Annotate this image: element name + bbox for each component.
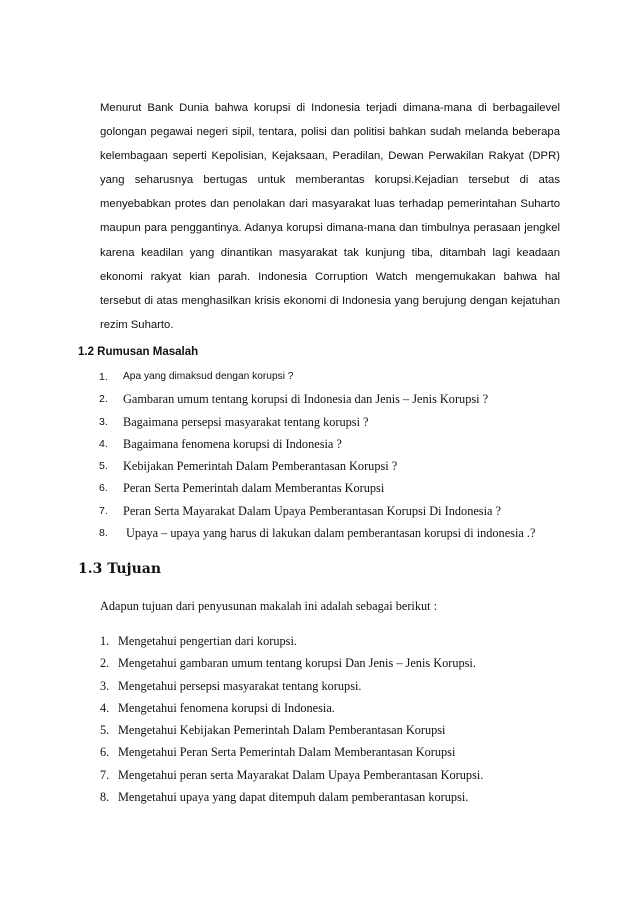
list-number: 8. [100,790,110,805]
list-number: 4. [100,700,110,715]
list-text: Mengetahui fenomena korupsi di Indonesia. [118,700,335,715]
list-number: 2. [99,393,108,406]
list-number: 6. [99,482,108,495]
intro-paragraph: Menurut Bank Dunia bahwa korupsi di Indonesia terjadi dimana-mana di berbagailevel golongan pegawai negeri sipil, tentara, polisi dan politisi bahkan sudah melanda beberapa kelembagaan seperti Kepolisian, Kejaksaan, Peradilan, Dewan Perwakilan Rakyat (DPR) yang seharusnya bertugas untuk memberantas korupsi.Kejadian tersebut di atas menyebabkan protes dan penolakan dari masyarakat luas terhadap pemerintahan Suharto maupun para penggantinya. Adanya korupsi dimana-mana dan timbulnya perasaan jengkel karena keadilan yang dinantikan masyarakat tak kunjung tiba, ditambah lagi keadaan ekonomi rakyat kian parah. Indonesia Corruption Watch mengemukakan bahwa hal tersebut di atas menghasilkan krisis ekonomi di Indonesia yang berujung dengan kejatuhan rezim Suharto. [100,102,560,331]
tujuan-heading: 1.3 Tujuan [78,561,162,577]
list-number: 1. [100,634,110,648]
list-text: Mengetahui persepsi masyarakat tentang korupsi. [118,678,362,693]
rumusan-heading: 1.2 Rumusan Masalah [78,346,199,358]
list-text: Peran Serta Pemerintah dalam Memberantas Korupsi [123,481,385,496]
list-text: Mengetahui peran serta Mayarakat Dalam Upaya Pemberantasan Korupsi. [118,767,484,782]
list-text: Mengetahui gambaran umum tentang korupsi Dan Jenis – Jenis Korupsi. [118,656,476,671]
list-text: Apa yang dimaksud dengan korupsi ? [123,371,294,382]
list-number: 7. [100,767,110,782]
list-number: 5. [100,723,110,738]
list-number: 5. [99,460,108,473]
list-number: 6. [100,745,110,760]
list-number: 7. [99,504,108,517]
list-text: Mengetahui pengertian dari korupsi. [118,634,297,648]
list-text: Bagaimana fenomena korupsi di Indonesia ? [123,436,342,451]
list-number: 1. [99,371,108,383]
list-text: Peran Serta Mayarakat Dalam Upaya Pemberantasan Korupsi Di Indonesia ? [123,503,501,518]
list-text: Mengetahui Peran Serta Pemerintah Dalam Memberantasan Korupsi [118,745,456,760]
list-text: Mengetahui Kebijakan Pemerintah Dalam Pemberantasan Korupsi [118,723,446,738]
list-number: 8. [99,527,108,540]
list-number: 3. [99,415,108,428]
list-text: Upaya – upaya yang harus di lakukan dalam pemberantasan korupsi di indonesia .? [126,526,536,541]
tujuan-intro: Adapun tujuan dari penyusunan makalah ini adalah sebagai berikut : [100,599,438,613]
list-number: 2. [100,656,110,671]
list-number: 4. [99,437,108,450]
list-text: Kebijakan Pemerintah Dalam Pemberantasan Korupsi ? [123,459,398,474]
list-number: 3. [100,678,110,693]
list-text: Mengetahui upaya yang dapat ditempuh dalam pemberantasan korupsi. [118,790,469,805]
list-text: Gambaran umum tentang korupsi di Indonesia dan Jenis – Jenis Korupsi ? [123,392,489,407]
list-text: Bagaimana persepsi masyarakat tentang korupsi ? [123,414,369,429]
